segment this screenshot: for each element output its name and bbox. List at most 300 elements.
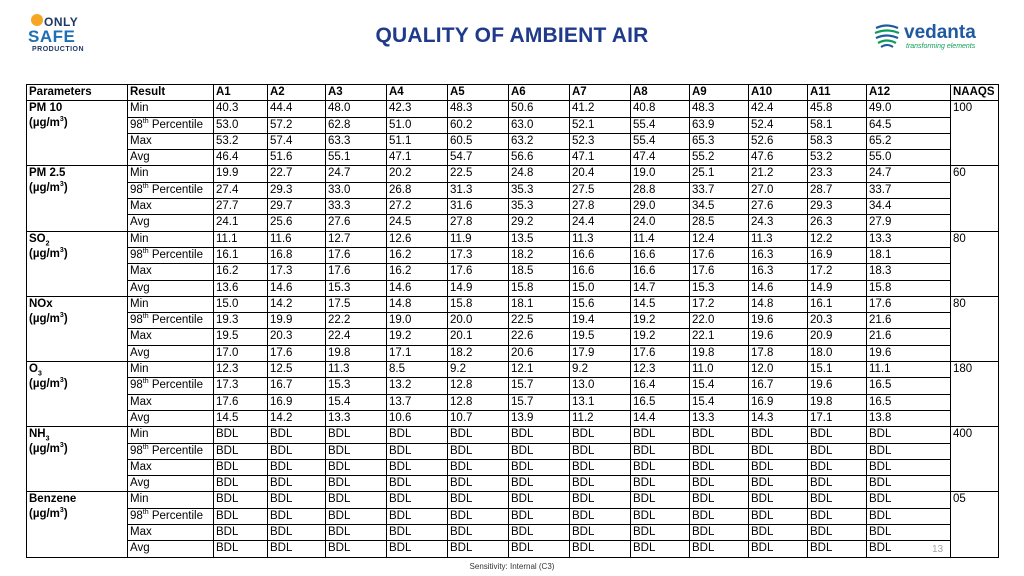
value-cell: 27.8 [570, 199, 631, 215]
value-cell: 11.3 [749, 231, 808, 247]
value-cell: 22.4 [326, 329, 387, 345]
value-cell: 63.3 [326, 133, 387, 149]
unit-close: ) [63, 117, 68, 130]
value-cell: 55.0 [867, 150, 951, 166]
value-cell: BDL [570, 427, 631, 443]
value-cell: BDL [749, 492, 808, 508]
value-cell: BDL [808, 476, 867, 492]
slide-header [0, 0, 1024, 84]
value-cell: 27.2 [387, 199, 448, 215]
naaqs-cell: 400 [951, 427, 999, 492]
value-cell: 17.2 [690, 296, 749, 312]
value-cell: BDL [570, 443, 631, 459]
value-cell: BDL [749, 427, 808, 443]
unit-close: ) [63, 378, 68, 391]
value-cell: BDL [509, 525, 570, 541]
value-cell: 31.3 [448, 182, 509, 198]
value-cell: 14.4 [631, 410, 690, 426]
value-cell: 15.8 [448, 296, 509, 312]
value-cell: 28.8 [631, 182, 690, 198]
naaqs-cell: 100 [951, 101, 999, 166]
value-cell: BDL [631, 459, 690, 475]
percentile-rest: Percentile [148, 379, 203, 392]
result-cell [128, 508, 214, 524]
value-cell: BDL [268, 492, 326, 508]
value-cell: 9.2 [448, 362, 509, 378]
table-row [27, 133, 999, 149]
value-cell: BDL [749, 525, 808, 541]
value-cell: BDL [570, 508, 631, 524]
value-cell: BDL [867, 508, 951, 524]
value-cell: BDL [326, 427, 387, 443]
value-cell: 20.4 [570, 166, 631, 182]
value-cell: BDL [214, 443, 268, 459]
value-cell: BDL [214, 525, 268, 541]
value-cell: 13.7 [387, 394, 448, 410]
value-cell: 22.7 [268, 166, 326, 182]
value-cell: BDL [509, 508, 570, 524]
value-cell: 17.9 [570, 345, 631, 361]
value-cell: BDL [326, 508, 387, 524]
value-cell: 29.2 [509, 215, 570, 231]
value-cell: 40.8 [631, 101, 690, 117]
table-row [27, 508, 999, 524]
value-cell: 18.0 [808, 345, 867, 361]
value-cell: BDL [448, 525, 509, 541]
table-row [27, 476, 999, 492]
parameter-name: PM 2.5 [29, 167, 66, 180]
percentile-base: 98 [130, 183, 143, 196]
value-cell: 16.2 [387, 247, 448, 263]
unit-superscript: 3 [59, 312, 64, 320]
parameter-subscript: 3 [37, 370, 42, 378]
column-header: A11 [808, 85, 867, 101]
value-cell: 17.1 [808, 410, 867, 426]
parameter-cell [27, 166, 128, 231]
percentile-base: 98 [130, 379, 143, 392]
value-cell: 16.7 [268, 378, 326, 394]
value-cell: 16.4 [631, 378, 690, 394]
value-cell: 20.0 [448, 313, 509, 329]
value-cell: 14.9 [808, 280, 867, 296]
value-cell: BDL [509, 459, 570, 475]
value-cell: BDL [808, 427, 867, 443]
result-cell [128, 313, 214, 329]
parameter-unit: (µg/m [29, 182, 60, 195]
value-cell: 22.1 [690, 329, 749, 345]
naaqs-cell: 80 [951, 231, 999, 296]
percentile-superscript: th [142, 378, 149, 386]
value-cell: 27.5 [570, 182, 631, 198]
value-cell: BDL [808, 508, 867, 524]
percentile-superscript: th [142, 443, 149, 451]
value-cell: 16.5 [867, 394, 951, 410]
value-cell: BDL [749, 476, 808, 492]
value-cell: BDL [387, 508, 448, 524]
value-cell: 27.6 [326, 215, 387, 231]
value-cell: 14.6 [749, 280, 808, 296]
table-row [27, 378, 999, 394]
value-cell: 31.6 [448, 199, 509, 215]
percentile-superscript: th [142, 508, 149, 516]
column-header: A3 [326, 85, 387, 101]
table-row [27, 525, 999, 541]
percentile-base: 98 [130, 248, 143, 261]
result-cell: Max [128, 199, 214, 215]
value-cell: 48.0 [326, 101, 387, 117]
value-cell: 11.3 [570, 231, 631, 247]
value-cell: BDL [570, 476, 631, 492]
value-cell: 8.5 [387, 362, 448, 378]
result-cell [128, 117, 214, 133]
percentile-rest: Percentile [148, 444, 203, 457]
value-cell: 16.2 [214, 264, 268, 280]
value-cell: 60.5 [448, 133, 509, 149]
unit-superscript: 3 [59, 246, 64, 254]
result-cell: Max [128, 329, 214, 345]
value-cell: BDL [448, 427, 509, 443]
parameter-cell [27, 296, 128, 361]
percentile-rest: Percentile [148, 183, 203, 196]
value-cell: 17.6 [448, 264, 509, 280]
value-cell: 52.6 [749, 133, 808, 149]
parameter-name: NOx [29, 297, 53, 310]
result-cell: Avg [128, 476, 214, 492]
unit-superscript: 3 [59, 116, 64, 124]
result-cell: Max [128, 459, 214, 475]
value-cell: 21.6 [867, 313, 951, 329]
value-cell: BDL [631, 525, 690, 541]
value-cell: 29.3 [268, 182, 326, 198]
table-row [27, 492, 999, 508]
value-cell: 15.0 [570, 280, 631, 296]
value-cell: BDL [448, 476, 509, 492]
value-cell: 17.2 [808, 264, 867, 280]
unit-close: ) [63, 182, 68, 195]
value-cell: BDL [631, 476, 690, 492]
column-header: A4 [387, 85, 448, 101]
value-cell: BDL [749, 508, 808, 524]
percentile-superscript: th [142, 117, 149, 125]
result-cell [128, 247, 214, 263]
parameter-name: O [29, 363, 38, 376]
value-cell: 20.3 [808, 313, 867, 329]
column-header: Result [128, 85, 214, 101]
table-row [27, 394, 999, 410]
value-cell: 53.2 [214, 133, 268, 149]
result-cell: Avg [128, 215, 214, 231]
table-row [27, 443, 999, 459]
value-cell: 42.4 [749, 101, 808, 117]
value-cell: 15.8 [509, 280, 570, 296]
value-cell: BDL [570, 525, 631, 541]
value-cell: 15.3 [326, 280, 387, 296]
value-cell: 14.2 [268, 296, 326, 312]
value-cell: BDL [268, 525, 326, 541]
value-cell: BDL [326, 459, 387, 475]
value-cell: BDL [867, 492, 951, 508]
value-cell: 15.7 [509, 378, 570, 394]
page-title: QUALITY OF AMBIENT AIR [375, 24, 649, 47]
table-header-row [27, 85, 999, 101]
value-cell: BDL [631, 427, 690, 443]
value-cell: 51.0 [387, 117, 448, 133]
value-cell: 65.2 [867, 133, 951, 149]
value-cell: 65.3 [690, 133, 749, 149]
value-cell: 17.1 [387, 345, 448, 361]
value-cell: 13.3 [867, 231, 951, 247]
value-cell: 56.6 [509, 150, 570, 166]
value-cell: BDL [268, 476, 326, 492]
parameter-cell [27, 427, 128, 492]
value-cell: 23.3 [808, 166, 867, 182]
value-cell: BDL [448, 508, 509, 524]
value-cell: 52.4 [749, 117, 808, 133]
value-cell: BDL [214, 476, 268, 492]
table-row [27, 410, 999, 426]
value-cell: 24.3 [749, 215, 808, 231]
parameter-name: PM 10 [29, 102, 63, 115]
value-cell: BDL [867, 541, 951, 557]
value-cell: BDL [690, 541, 749, 557]
result-cell: Min [128, 362, 214, 378]
value-cell: 28.5 [690, 215, 749, 231]
parameter-cell [27, 492, 128, 557]
logo-line-1: ONLY [44, 15, 79, 29]
table-row [27, 101, 999, 117]
value-cell: BDL [326, 525, 387, 541]
value-cell: 16.7 [749, 378, 808, 394]
value-cell: BDL [448, 443, 509, 459]
value-cell: 16.6 [631, 247, 690, 263]
column-header: A9 [690, 85, 749, 101]
value-cell: BDL [448, 492, 509, 508]
parameter-cell [27, 101, 128, 166]
value-cell: 10.7 [448, 410, 509, 426]
value-cell: 19.2 [631, 313, 690, 329]
value-cell: 17.5 [326, 296, 387, 312]
value-cell: 12.0 [749, 362, 808, 378]
value-cell: 16.6 [570, 264, 631, 280]
value-cell: 13.5 [509, 231, 570, 247]
value-cell: 54.7 [448, 150, 509, 166]
value-cell: 19.5 [570, 329, 631, 345]
column-header: A10 [749, 85, 808, 101]
value-cell: BDL [690, 525, 749, 541]
value-cell: 41.2 [570, 101, 631, 117]
naaqs-cell: 80 [951, 296, 999, 361]
value-cell: 15.3 [326, 378, 387, 394]
result-cell: Avg [128, 280, 214, 296]
value-cell: 14.2 [268, 410, 326, 426]
value-cell: 11.3 [326, 362, 387, 378]
percentile-rest: Percentile [148, 118, 203, 131]
unit-superscript: 3 [59, 181, 64, 189]
value-cell: BDL [326, 443, 387, 459]
value-cell: 12.3 [214, 362, 268, 378]
value-cell: BDL [808, 541, 867, 557]
value-cell: BDL [631, 541, 690, 557]
value-cell: 17.6 [268, 345, 326, 361]
value-cell: 17.6 [214, 394, 268, 410]
value-cell: 17.3 [448, 247, 509, 263]
value-cell: 16.3 [749, 264, 808, 280]
value-cell: 42.3 [387, 101, 448, 117]
parameter-name: SO [29, 232, 46, 245]
value-cell: 19.8 [808, 394, 867, 410]
logo-line-2: SAFE [28, 27, 76, 46]
value-cell: 13.2 [387, 378, 448, 394]
value-cell: 29.3 [808, 199, 867, 215]
value-cell: 52.1 [570, 117, 631, 133]
unit-superscript: 3 [59, 442, 64, 450]
value-cell: 24.0 [631, 215, 690, 231]
value-cell: 19.0 [631, 166, 690, 182]
value-cell: 19.8 [326, 345, 387, 361]
value-cell: BDL [509, 427, 570, 443]
value-cell: BDL [808, 525, 867, 541]
value-cell: 47.1 [570, 150, 631, 166]
sensitivity-footer: Sensitivity: Internal (C3) [469, 562, 555, 571]
value-cell: 46.4 [214, 150, 268, 166]
column-header: Parameters [27, 85, 128, 101]
result-cell: Avg [128, 410, 214, 426]
value-cell: BDL [690, 508, 749, 524]
value-cell: BDL [749, 443, 808, 459]
value-cell: 33.7 [867, 182, 951, 198]
value-cell: 35.3 [509, 182, 570, 198]
result-cell: Min [128, 231, 214, 247]
table-row [27, 182, 999, 198]
value-cell: 14.7 [631, 280, 690, 296]
value-cell: 17.6 [690, 264, 749, 280]
column-header: A8 [631, 85, 690, 101]
value-cell: 26.8 [387, 182, 448, 198]
value-cell: 27.7 [214, 199, 268, 215]
value-cell: BDL [509, 492, 570, 508]
result-cell [128, 443, 214, 459]
value-cell: 40.3 [214, 101, 268, 117]
naaqs-cell: 180 [951, 362, 999, 427]
value-cell: 33.0 [326, 182, 387, 198]
value-cell: 29.0 [631, 199, 690, 215]
value-cell: 12.5 [268, 362, 326, 378]
value-cell: 57.4 [268, 133, 326, 149]
value-cell: 34.5 [690, 199, 749, 215]
value-cell: 19.5 [214, 329, 268, 345]
value-cell: 47.1 [387, 150, 448, 166]
parameter-unit: (µg/m [29, 378, 60, 391]
value-cell: BDL [570, 541, 631, 557]
value-cell: 51.6 [268, 150, 326, 166]
value-cell: BDL [268, 443, 326, 459]
value-cell: BDL [570, 492, 631, 508]
value-cell: BDL [631, 443, 690, 459]
percentile-base: 98 [130, 444, 143, 457]
percentile-base: 98 [130, 509, 143, 522]
value-cell: BDL [867, 459, 951, 475]
value-cell: 17.6 [631, 345, 690, 361]
value-cell: 45.8 [808, 101, 867, 117]
value-cell: BDL [387, 492, 448, 508]
value-cell: 19.6 [749, 329, 808, 345]
value-cell: BDL [509, 541, 570, 557]
value-cell: 48.3 [448, 101, 509, 117]
value-cell: 19.3 [214, 313, 268, 329]
value-cell: BDL [749, 459, 808, 475]
value-cell: 11.0 [690, 362, 749, 378]
value-cell: 19.2 [631, 329, 690, 345]
unit-superscript: 3 [59, 377, 64, 385]
percentile-rest: Percentile [148, 248, 203, 261]
percentile-rest: Percentile [148, 509, 203, 522]
value-cell: 16.1 [808, 296, 867, 312]
value-cell: 15.4 [690, 378, 749, 394]
column-header: A2 [268, 85, 326, 101]
value-cell: BDL [749, 541, 808, 557]
value-cell: 13.0 [570, 378, 631, 394]
value-cell: 10.6 [387, 410, 448, 426]
value-cell: 19.0 [387, 313, 448, 329]
column-header: A6 [509, 85, 570, 101]
value-cell: 15.8 [867, 280, 951, 296]
value-cell: 16.5 [631, 394, 690, 410]
value-cell: BDL [631, 492, 690, 508]
parameter-cell [27, 362, 128, 427]
logo-name: vedanta [904, 22, 976, 43]
value-cell: 15.0 [214, 296, 268, 312]
value-cell: BDL [326, 541, 387, 557]
table-row [27, 296, 999, 312]
value-cell: BDL [326, 492, 387, 508]
result-cell: Min [128, 427, 214, 443]
value-cell: 50.6 [509, 101, 570, 117]
value-cell: 16.2 [387, 264, 448, 280]
table-row [27, 329, 999, 345]
value-cell: 55.2 [690, 150, 749, 166]
result-cell: Min [128, 296, 214, 312]
value-cell: 14.5 [631, 296, 690, 312]
value-cell: 53.2 [808, 150, 867, 166]
table-row [27, 199, 999, 215]
value-cell: 12.4 [690, 231, 749, 247]
value-cell: 22.6 [509, 329, 570, 345]
value-cell: BDL [387, 459, 448, 475]
value-cell: 12.6 [387, 231, 448, 247]
result-cell: Min [128, 166, 214, 182]
value-cell: BDL [268, 459, 326, 475]
value-cell: 17.3 [214, 378, 268, 394]
value-cell: 27.6 [749, 199, 808, 215]
value-cell: 63.2 [509, 133, 570, 149]
value-cell: 33.7 [690, 182, 749, 198]
column-header: NAAQS [951, 85, 999, 101]
value-cell: 19.2 [387, 329, 448, 345]
value-cell: BDL [867, 525, 951, 541]
value-cell: 19.9 [214, 166, 268, 182]
value-cell: 14.5 [214, 410, 268, 426]
value-cell: 27.4 [214, 182, 268, 198]
value-cell: 18.5 [509, 264, 570, 280]
value-cell: 19.8 [690, 345, 749, 361]
value-cell: 11.4 [631, 231, 690, 247]
value-cell: 27.9 [867, 215, 951, 231]
value-cell: 14.6 [387, 280, 448, 296]
value-cell: 24.5 [387, 215, 448, 231]
value-cell: 22.2 [326, 313, 387, 329]
value-cell: BDL [448, 541, 509, 557]
value-cell: 57.2 [268, 117, 326, 133]
